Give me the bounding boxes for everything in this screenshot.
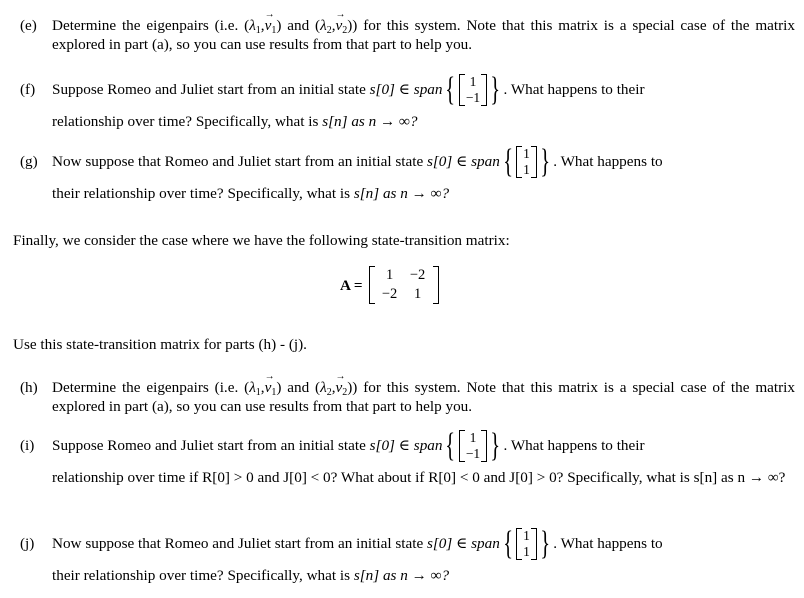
part-text: Suppose Romeo and Juliet start from an initial state s[0] ∈ span { 1 −1 } . What happens to their relationship over time? Specifically, what is s[n] as n → ∞? (52, 70, 645, 130)
left-brace: { (445, 70, 456, 108)
matrix-cell: −2 (381, 286, 398, 302)
span-vector: 1 −1 (459, 430, 487, 462)
part-label: (i) (20, 437, 35, 454)
part-label: (j) (20, 535, 35, 552)
span-vector: 1 −1 (459, 74, 487, 106)
part-label: (e) (20, 17, 37, 34)
use-paragraph: Use this state-transition matrix for parts (h) - (j). (13, 336, 307, 353)
part-label: (h) (20, 379, 38, 396)
right-brace: } (540, 142, 550, 180)
part-label: (f) (20, 81, 36, 98)
right-brace: } (490, 426, 501, 464)
matrix-name: A = (340, 276, 363, 294)
part-e (20, 16, 795, 54)
part-g (20, 143, 795, 203)
left-brace: { (503, 524, 513, 562)
part-text: Now suppose that Romeo and Juliet start from an initial state s[0] ∈ span { 1 1 } . What happens to their relationship over time? Specifically, what is s[n] as n → ∞? (52, 524, 663, 584)
matrix-cell: 1 (413, 286, 422, 302)
left-brace: { (445, 426, 456, 464)
state-transition-matrix (340, 266, 439, 304)
part-f (20, 71, 795, 131)
part-i (20, 427, 795, 487)
part-text: Suppose Romeo and Juliet start from an initial state s[0] ∈ span { 1 −1 } . What happens to their relationship over time if R[0] > 0 and J[0] < 0? What about if R[0] < 0 and J[0] > 0? Specifically, what is s[n] as n → ∞? (52, 426, 786, 486)
right-brace: } (540, 524, 550, 562)
matrix-cell: −2 (409, 267, 426, 283)
finally-paragraph: Finally, we consider the case where we have the following state-transition matrix: (13, 232, 510, 249)
right-brace: } (490, 70, 501, 108)
matrix-cell: 1 (385, 267, 394, 283)
part-text: Determine the eigenpairs (i.e. $(\lambda_1,\to v_1)$ and $(\lambda_2,\to v_2)$) for this system. Note that this matrix is a special case of the matrix explored in part (a), so you can use results from that part to help you. (52, 16, 795, 54)
part-j (20, 525, 795, 585)
left-brace: { (503, 142, 513, 180)
part-label: (g) (20, 153, 38, 170)
part-h (20, 378, 795, 416)
matrix-brackets (369, 266, 439, 304)
part-text: Now suppose that Romeo and Juliet start from an initial state s[0] ∈ span { 1 1 } . What happens to their relationship over time? Specifically, what is s[n] as n → ∞? (52, 142, 663, 202)
part-text: Determine the eigenpairs (i.e. $(\lambda_1,\to v_1)$ and $(\lambda_2,\to v_2)$) for this system. Note that this matrix is a special case of the matrix explored in part (a), so you can use results from that part to help you. (52, 378, 795, 416)
span-vector: 1 1 (516, 146, 537, 178)
span-vector: 1 1 (516, 528, 537, 560)
